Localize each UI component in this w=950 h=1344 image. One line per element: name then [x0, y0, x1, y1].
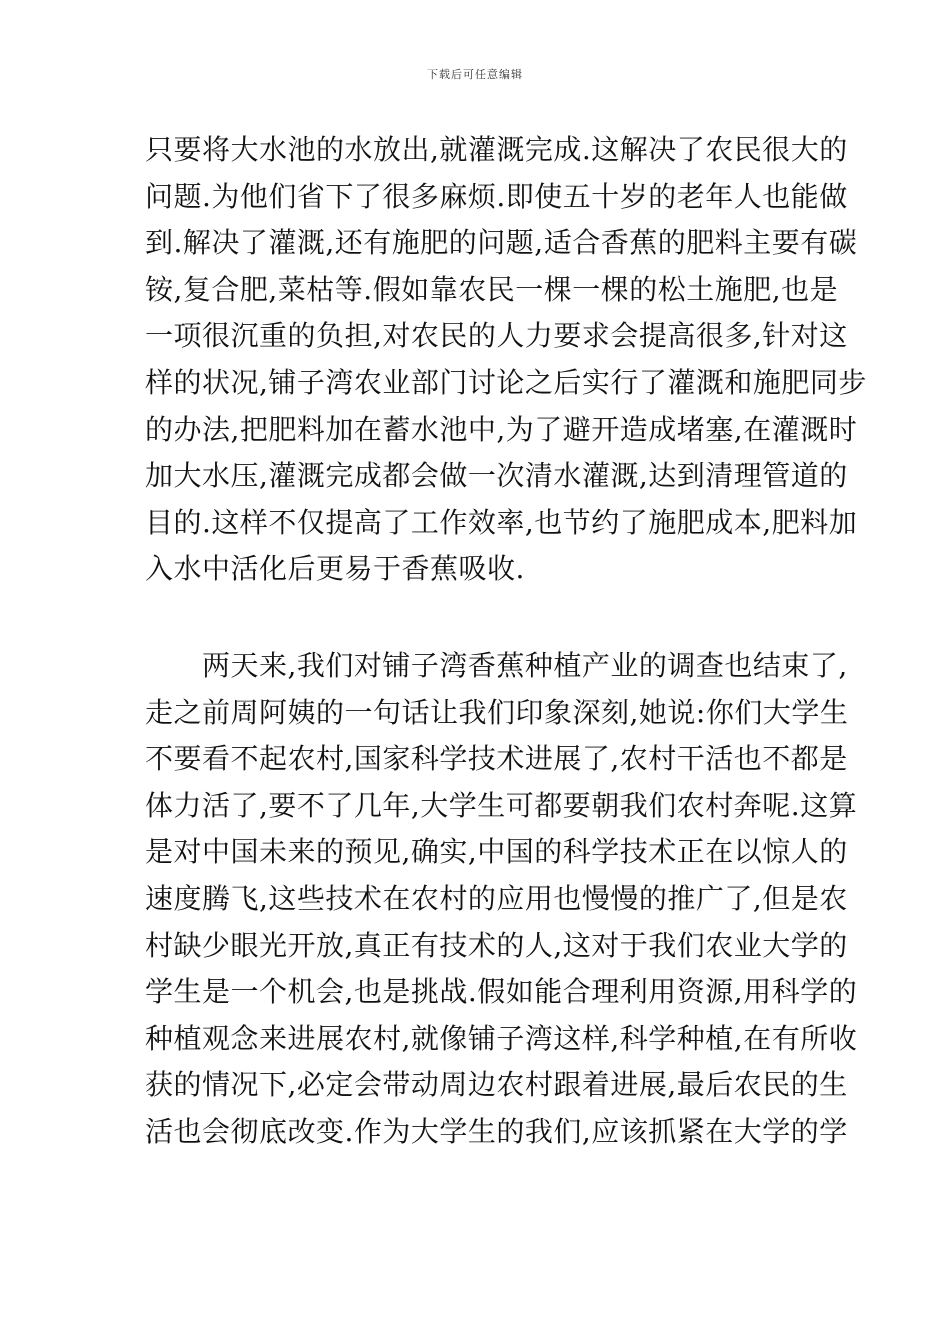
- text-line: 种植观念来进展农村,就像铺子湾这样,科学种植,在有所收: [145, 1021, 858, 1055]
- text-line: 一项很沉重的负担,对农民的人力要求会提高很多,针对这: [145, 319, 848, 353]
- text-line: 的办法,把肥料加在蓄水池中,为了避开造成堵塞,在灌溉时: [145, 412, 858, 446]
- text-line: 两天来,我们对铺子湾香蕉种植产业的调查也结束了,: [145, 648, 848, 682]
- page-header: 下载后可任意编辑: [427, 68, 523, 81]
- text-line: 获的情况下,必定会带动周边农村跟着进展,最后农民的生: [145, 1068, 848, 1102]
- text-line: 是对中国未来的预见,确实,中国的科学技术正在以惊人的: [145, 835, 848, 869]
- text-line: 速度腾飞,这些技术在农村的应用也慢慢的推广了,但是农: [145, 881, 848, 915]
- text-line: 样的状况,铺子湾农业部门讨论之后实行了灌溉和施肥同步: [145, 365, 867, 399]
- text-line: 体力活了,要不了几年,大学生可都要朝我们农村奔呢.这算: [145, 788, 858, 822]
- text-line: 目的.这样不仅提高了工作效率,也节约了施肥成本,肥料加: [145, 505, 858, 539]
- text-line: 铵,复合肥,菜枯等.假如靠农民一棵一棵的松土施肥,也是: [145, 272, 839, 306]
- text-line: 到.解决了灌溉,还有施肥的问题,适合香蕉的肥料主要有碳: [145, 226, 858, 260]
- text-line: 活也会彻底改变.作为大学生的我们,应该抓紧在大学的学: [145, 1114, 848, 1148]
- text-line: 走之前周阿姨的一句话让我们印象深刻,她说:你们大学生: [145, 695, 849, 729]
- text-line: 学生是一个机会,也是挑战.假如能合理利用资源,用科学的: [145, 975, 858, 1009]
- text-line: 问题.为他们省下了很多麻烦.即使五十岁的老年人也能做: [145, 179, 848, 213]
- text-line: 入水中活化后更易于香蕉吸收.: [145, 552, 525, 586]
- text-line: 只要将大水池的水放出,就灌溉完成.这解决了农民很大的: [145, 133, 848, 166]
- text-line: 不要看不起农村,国家科学技术进展了,农村干活也不都是: [145, 742, 848, 776]
- text-line: 村缺少眼光开放,真正有技术的人,这对于我们农业大学的: [145, 928, 848, 962]
- paragraph-1: [145, 127, 867, 593]
- text-line: 加大水压,灌溉完成都会做一次清水灌溉,达到清理管道的: [145, 459, 848, 493]
- paragraph-spacer: [145, 593, 815, 643]
- document-body: [145, 127, 867, 1155]
- paragraph-2: [145, 643, 858, 1156]
